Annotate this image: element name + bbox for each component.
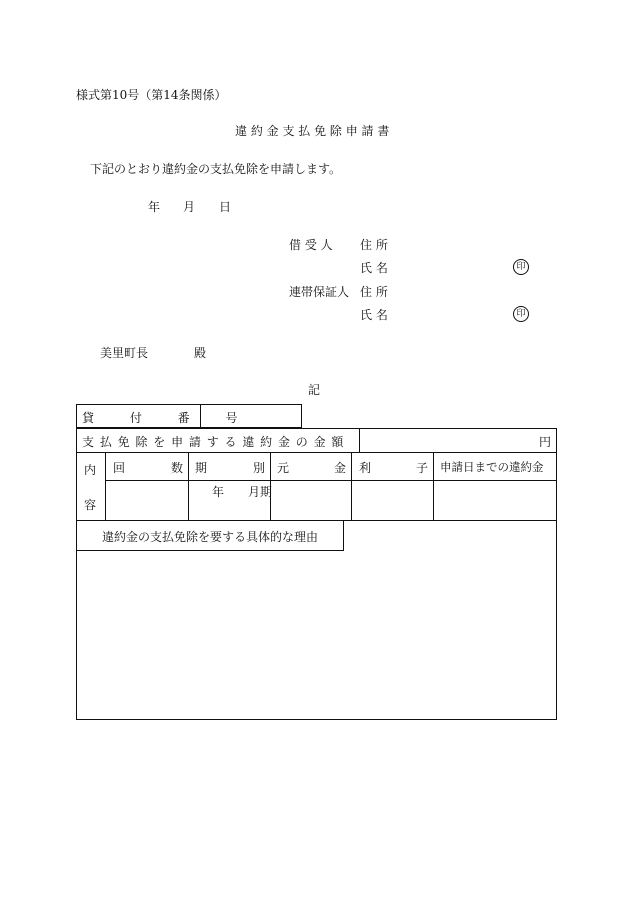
date-month: 月 xyxy=(183,200,196,214)
borrower-address-label: 住 所 xyxy=(360,238,388,252)
principal-field[interactable] xyxy=(271,481,351,519)
addressee-honorific: 殿 xyxy=(194,346,207,360)
guarantor-address-label: 住 所 xyxy=(360,285,388,299)
col-principal-label-b: 金 xyxy=(334,461,347,475)
loan-number-field[interactable] xyxy=(201,405,301,427)
guarantor-label: 連帯保証人 xyxy=(289,285,350,299)
guarantor-seal-icon: 印 xyxy=(513,306,529,322)
guarantor-name-label: 氏 名 xyxy=(360,308,388,322)
intro-text: 下記のとおり違約金の支払免除を申請します。 xyxy=(90,162,342,176)
document-title: 違 約 金 支 払 免 除 申 請 書 xyxy=(235,124,390,138)
col-count-label-a: 回 xyxy=(113,461,126,475)
col-principal-label-a: 元 xyxy=(277,461,290,475)
reason-label: 違約金の支払免除を要する具体的な理由 xyxy=(102,530,319,544)
amount-field[interactable] xyxy=(360,429,548,451)
amount-row-bottom xyxy=(76,452,557,453)
col-count-label-b: 数 xyxy=(171,461,184,475)
period-value: 年 月期 xyxy=(212,485,273,499)
borrower-label: 借 受 人 xyxy=(289,238,333,252)
borrower-seal-icon: 印 xyxy=(513,259,529,275)
loan-number-label: 貸 付 番 号 xyxy=(82,411,254,425)
col-interest-label-b: 子 xyxy=(416,461,429,475)
amount-unit: 円 xyxy=(539,435,552,449)
reason-field[interactable] xyxy=(77,552,556,719)
addressee-name: 美里町長 xyxy=(100,346,149,360)
penalty-field[interactable] xyxy=(434,481,556,519)
date-year: 年 xyxy=(148,200,161,214)
col-period-label-a: 期 xyxy=(195,461,208,475)
content-label-top: 内 xyxy=(84,463,97,477)
content-label-bottom: 容 xyxy=(84,498,97,512)
col-period-label-b: 別 xyxy=(253,461,266,475)
interest-field[interactable] xyxy=(352,481,433,519)
date-day: 日 xyxy=(219,200,232,214)
content-col-divider-1 xyxy=(188,452,189,520)
borrower-name-label: 氏 名 xyxy=(360,261,388,275)
count-field[interactable] xyxy=(106,481,188,519)
col-penalty-label: 申請日までの違約金 xyxy=(440,460,544,474)
amount-label: 支 払 免 除 を 申 請 す る 違 約 金 の 金 額 xyxy=(82,435,345,449)
form-number: 様式第10号（第14条関係） xyxy=(76,88,227,102)
col-interest-label-a: 利 xyxy=(359,461,372,475)
ki-heading: 記 xyxy=(308,383,321,397)
